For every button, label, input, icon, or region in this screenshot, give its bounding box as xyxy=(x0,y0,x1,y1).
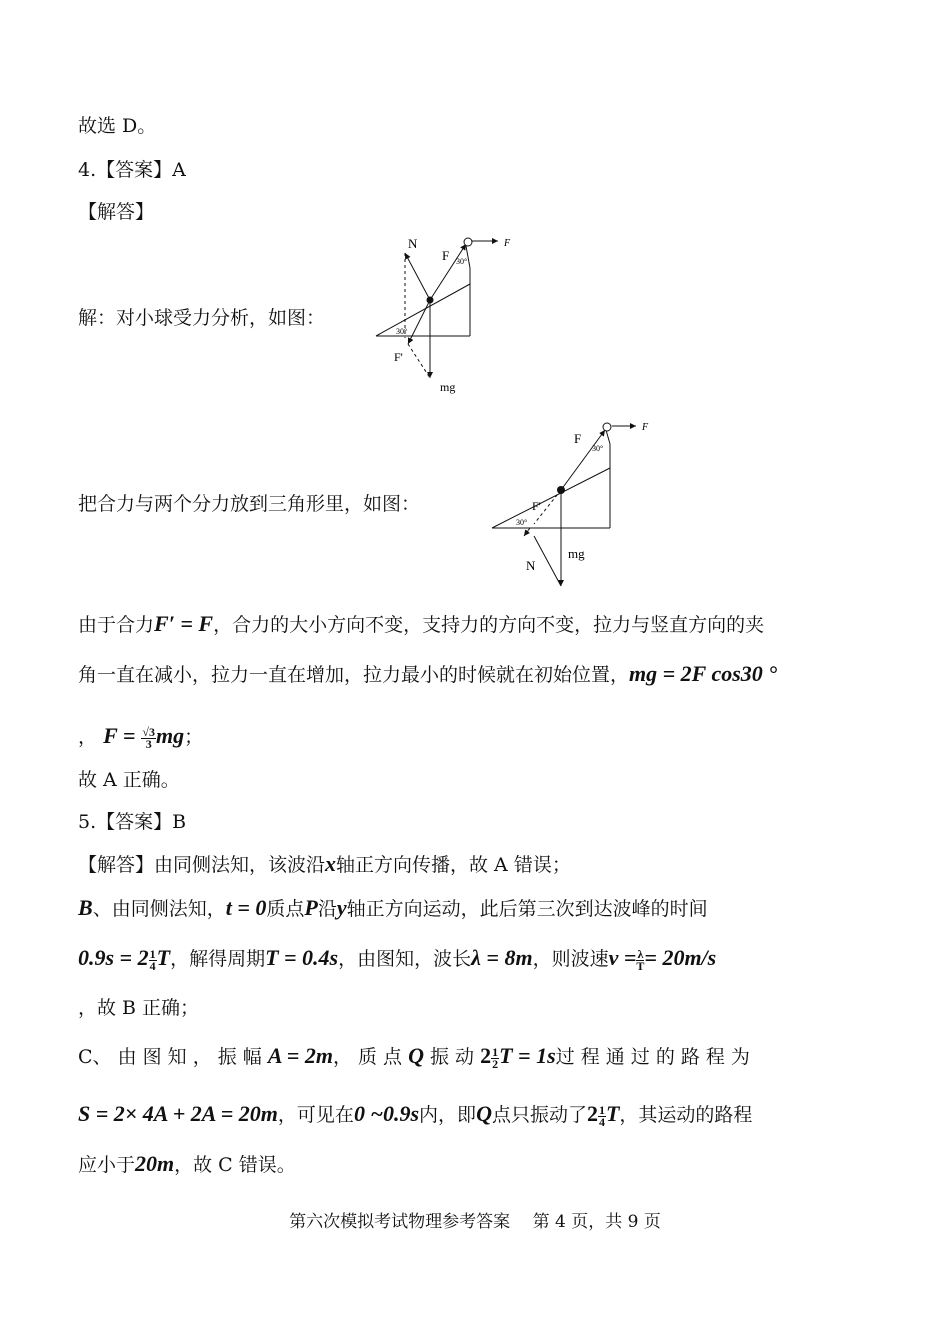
label-f-small: F xyxy=(504,238,511,249)
label-f-small: F xyxy=(642,422,649,433)
text: ，可见在 xyxy=(277,1104,354,1126)
text-line xyxy=(78,994,199,1022)
label-fprime: F' xyxy=(394,350,403,364)
text: 由于合力 xyxy=(78,614,155,636)
text: 振 动 xyxy=(430,1046,475,1068)
formula: T xyxy=(156,945,171,970)
denominator: 4 xyxy=(598,1114,605,1129)
text: ，合力的大小方向不变，支持力的方向不变，拉力与竖直方向的夹 xyxy=(213,614,765,636)
numerator: 1 xyxy=(492,1044,499,1059)
fraction xyxy=(598,1102,606,1129)
text: C、 由 图 知 ， 振 幅 xyxy=(78,1046,262,1068)
text: ， xyxy=(78,726,98,748)
numerator: √3 xyxy=(142,724,156,739)
numerator: 1 xyxy=(149,946,156,961)
text-line xyxy=(78,490,420,518)
label-mg: mg xyxy=(568,546,585,561)
text-line xyxy=(78,1042,750,1071)
formula: λ = 8m xyxy=(471,945,533,970)
angle-bottom: 30° xyxy=(396,327,408,336)
formula: B xyxy=(78,895,93,920)
text: 质点 xyxy=(266,898,305,920)
text: 、由同侧法知， xyxy=(92,898,226,920)
text: ，故 B 正确； xyxy=(78,997,200,1019)
text: ，其运动的路程 xyxy=(619,1104,753,1126)
formula: t = 0 xyxy=(225,895,267,920)
formula: S = 2× 4A + 2A = 20m xyxy=(78,1101,278,1126)
formula: Q xyxy=(476,1101,492,1126)
text: 5.【答案】B xyxy=(78,811,187,833)
formula: mg xyxy=(156,723,185,748)
text: 解：对小球受力分析，如图： xyxy=(78,307,326,329)
text: ； xyxy=(184,726,204,748)
formula: 20m xyxy=(135,1151,175,1176)
text: 内，即 xyxy=(419,1104,477,1126)
text: ， 质 点 xyxy=(332,1046,403,1068)
formula: Q xyxy=(408,1043,424,1068)
text: 过 程 通 过 的 路 程 为 xyxy=(555,1046,750,1068)
formula: T = 0.4s xyxy=(265,945,339,970)
formula: T xyxy=(605,1101,620,1126)
formula: F′ = F xyxy=(154,611,214,636)
formula: x xyxy=(325,851,337,876)
label-n: N xyxy=(526,558,536,573)
formula: P xyxy=(304,895,318,920)
answer-5 xyxy=(78,808,186,836)
text: 沿 xyxy=(317,898,337,920)
text: 4.【答案】A xyxy=(78,159,186,181)
formula: 0.9s = 2 xyxy=(78,945,149,970)
formula: 0 ~0.9s xyxy=(353,1101,420,1126)
formula: 2 xyxy=(480,1043,492,1068)
label-mg: mg xyxy=(440,380,456,394)
angle-top: 30° xyxy=(456,257,468,266)
text: 点只振动了 xyxy=(491,1104,587,1126)
formula: A = 2m xyxy=(267,1043,333,1068)
text: 轴正方向传播，故 A 错误； xyxy=(336,854,571,876)
text-line xyxy=(78,850,571,879)
fraction xyxy=(149,946,157,973)
angle-bottom: 30° xyxy=(516,518,528,527)
fraction xyxy=(141,724,156,751)
angle-top: 30° xyxy=(592,444,604,453)
text-line xyxy=(78,766,180,794)
text: 轴正方向运动，此后第三次到达波峰的时间 xyxy=(346,898,708,920)
text-line xyxy=(78,610,764,639)
formula: = 20m/s xyxy=(644,945,717,970)
denominator: 2 xyxy=(492,1056,499,1071)
text: 故选 D。 xyxy=(78,115,157,137)
text: 角一直在减小，拉力一直在增加，拉力最小的时候就在初始位置， xyxy=(78,664,630,686)
numerator: 1 xyxy=(598,1102,605,1117)
denominator: T xyxy=(636,958,645,973)
text: 故 A 正确。 xyxy=(78,769,180,791)
text: 应小于 xyxy=(78,1154,136,1176)
answer-4 xyxy=(78,156,186,184)
formula: 2 xyxy=(586,1101,598,1126)
force-diagram-1 xyxy=(370,228,530,400)
text-line xyxy=(78,894,708,923)
text: ，则波速 xyxy=(532,948,609,970)
text-line xyxy=(78,112,156,140)
solution-heading xyxy=(78,198,154,226)
text: 把合力与两个分力放到三角形里，如图： xyxy=(78,493,421,515)
label-fprime: F' xyxy=(532,499,541,513)
text: 【解答】 xyxy=(78,201,155,223)
text-line xyxy=(78,944,716,973)
label-n: N xyxy=(408,236,418,251)
denominator: 3 xyxy=(145,736,152,751)
text-line xyxy=(78,722,203,751)
page-footer: 第六次模拟考试物理参考答案 第 4 页，共 9 页 xyxy=(289,1212,661,1232)
text-line xyxy=(78,660,777,689)
label-f: F xyxy=(574,431,582,446)
numerator: λ xyxy=(637,946,644,961)
text: ，解得周期 xyxy=(170,948,266,970)
force-diagram-2 xyxy=(486,418,661,596)
fraction xyxy=(491,1044,499,1071)
text-line xyxy=(78,304,325,332)
formula: y xyxy=(336,895,347,920)
formula: T = 1s xyxy=(499,1043,556,1068)
formula: F = xyxy=(103,723,136,748)
text: 【解答】由同侧法知，该波沿 xyxy=(78,854,326,876)
text: ，由图知，波长 xyxy=(338,948,472,970)
label-f: F xyxy=(442,248,450,263)
denominator: 4 xyxy=(149,958,156,973)
text-line xyxy=(78,1100,752,1129)
formula: mg = 2F cos30 ° xyxy=(629,661,778,686)
text: ，故 C 错误。 xyxy=(174,1154,296,1176)
text-line xyxy=(78,1150,296,1179)
formula: v = xyxy=(608,945,637,970)
